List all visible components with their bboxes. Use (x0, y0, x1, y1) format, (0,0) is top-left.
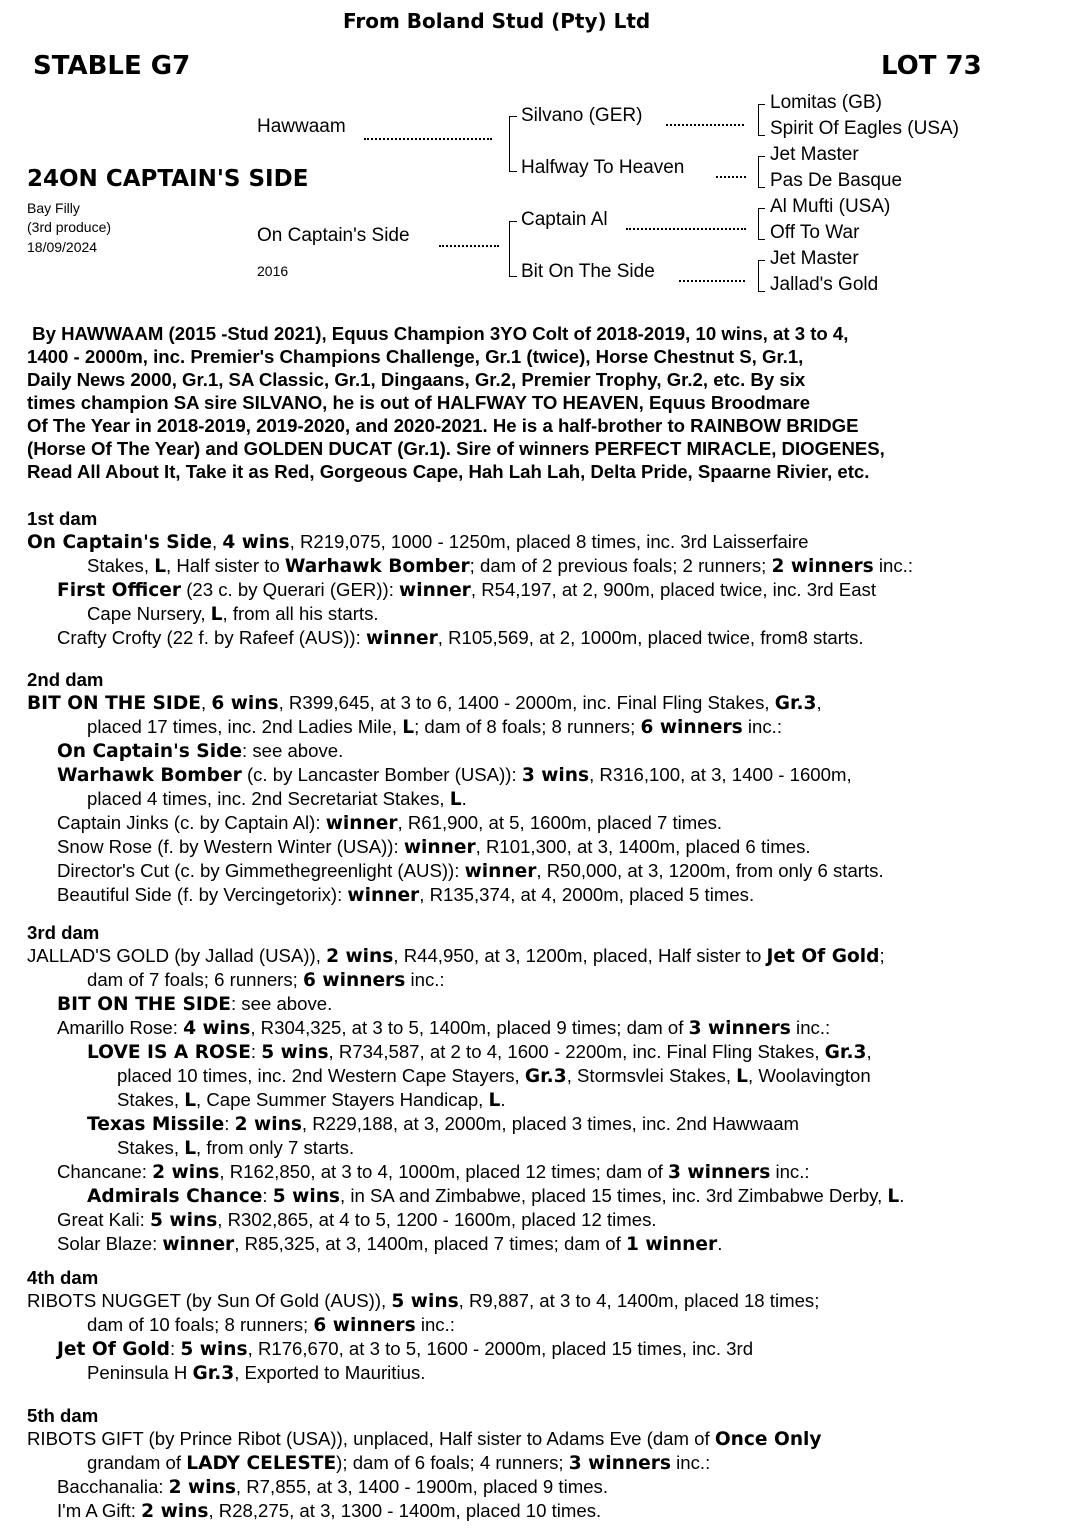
dotted-leader (439, 245, 499, 247)
text: Solar Blaze: (57, 1233, 163, 1254)
text: . (461, 788, 467, 809)
text: placed 4 times, inc. 2nd Secretariat Stakes, (87, 788, 450, 809)
bold-text: L (887, 1186, 900, 1207)
text: , R50,000, at 3, 1200m, from only 6 starts. (536, 860, 884, 881)
text: , R101,300, at 3, 1400m, placed 6 times. (475, 836, 811, 857)
text: (23 c. by Querari (GER)): (181, 579, 400, 600)
pedigree-sire-dam: Halfway To Heaven (521, 157, 685, 178)
horse-dob: 18/09/2024 (27, 239, 98, 255)
text: , (816, 692, 822, 713)
bracket (758, 260, 765, 292)
bold-text: Gr.3 (774, 693, 817, 714)
text: Great Kali: (57, 1209, 151, 1230)
pedigree-line (27, 1184, 1072, 1208)
pedigree-line (27, 1064, 1072, 1088)
pedigree-line (27, 1232, 1072, 1256)
text: inc.: (873, 555, 914, 576)
bold-text: 5 wins (272, 1186, 341, 1207)
text: I'm A Gift: (57, 1500, 142, 1521)
bold-text: winner (464, 861, 537, 882)
bold-text: 2 wins (141, 1501, 209, 1522)
sire-para-line: (Horse Of The Year) and GOLDEN DUCAT (Gr.1). Sire of winners PERFECT MIRACLE, DIOGENES, (27, 438, 885, 459)
pedigree-line (27, 1136, 1072, 1160)
bold-text: winner (403, 837, 476, 858)
pedigree-line (27, 968, 1072, 992)
bold-text: Warhawk Bomber (57, 765, 242, 786)
pedigree-ssd: Spirit Of Eagles (USA) (770, 118, 959, 139)
pedigree-line (27, 1313, 1072, 1337)
bold-text: 5 wins (261, 1042, 329, 1063)
text: , R135,374, at 4, 2000m, placed 5 times. (419, 884, 755, 905)
text: inc.: (405, 969, 445, 990)
section-heading: 4th dam (27, 1267, 99, 1288)
text: . (500, 1089, 506, 1110)
pedigree-line (27, 1361, 1072, 1385)
text: , R316,100, at 3, 1400 - 1600m, (589, 764, 852, 785)
pedigree-dss: Al Mufti (USA) (770, 196, 891, 217)
text: , R302,865, at 4 to 5, 1200 - 1600m, placed 12 times. (217, 1209, 657, 1230)
bold-text: Gr.3 (192, 1363, 235, 1384)
text: , R44,950, at 3, 1200m, placed, Half sister to (393, 945, 767, 966)
bold-text: 1 winner (625, 1234, 718, 1255)
dotted-leader (364, 138, 492, 140)
text: , R734,587, at 2 to 4, 1600 - 2200m, inc. Final Fling Stakes, (328, 1041, 825, 1062)
bold-text: 3 winners (688, 1018, 791, 1039)
pedigree-line (27, 626, 1072, 650)
bold-text: winner (347, 885, 420, 906)
text: RIBOTS NUGGET (by Sun Of Gold (AUS)), (27, 1290, 392, 1311)
bold-text: winner (399, 580, 471, 601)
section-1st-dam (27, 507, 1072, 650)
bold-text: 2 wins (168, 1477, 236, 1498)
bold-text: winner (325, 813, 398, 834)
pedigree-line (27, 554, 1072, 578)
bold-text: 2 winners (771, 556, 874, 577)
text: ; dam of 2 previous foals; 2 runners; (469, 555, 772, 576)
stable-label: STABLE G7 (33, 51, 191, 81)
bold-text: 2 wins (234, 1114, 302, 1135)
bold-text: L (402, 717, 415, 738)
section-heading: 3rd dam (27, 922, 100, 943)
bold-text: 5 wins (150, 1210, 218, 1231)
pedigree-line (27, 1208, 1072, 1232)
text: , R105,569, at 2, 1000m, placed twice, from8 starts. (437, 627, 864, 648)
bold-text: 3 winners (667, 1162, 771, 1183)
text: , R9,887, at 3 to 4, 1400m, placed 18 times; (458, 1290, 820, 1311)
dotted-leader (716, 176, 746, 178)
bold-text: 6 winners (640, 717, 743, 738)
bold-text: L (736, 1066, 749, 1087)
pedigree-line (27, 763, 1072, 787)
pedigree-line (27, 944, 1072, 968)
section-heading: 5th dam (27, 1405, 99, 1426)
pedigree-line (27, 691, 1072, 715)
bold-text: 6 winners (313, 1315, 416, 1336)
pedigree-line (27, 1499, 1072, 1523)
bold-text: L (449, 789, 462, 810)
dotted-leader (626, 228, 746, 230)
dotted-leader (679, 280, 745, 282)
bold-text: 6 wins (211, 693, 279, 714)
pedigree-line (27, 602, 1072, 626)
pedigree-dam-dam: Bit On The Side (521, 261, 655, 282)
pedigree-line (27, 859, 1072, 883)
text: , R176,670, at 3 to 5, 1600 - 2000m, placed 15 times, inc. 3rd (247, 1338, 754, 1359)
bold-text: winner (365, 628, 438, 649)
pedigree-line (27, 715, 1072, 739)
pedigree-line (27, 530, 1072, 554)
pedigree-line (27, 883, 1072, 907)
section-3rd-dam (27, 921, 1072, 1256)
text: , R61,900, at 5, 1600m, placed 7 times. (397, 812, 723, 833)
text: , R28,275, at 3, 1300 - 1400m, placed 10 times. (208, 1500, 602, 1521)
text: Captain Jinks (c. by Captain Al): (57, 812, 326, 833)
text: , R54,197, at 2, 900m, placed twice, inc. 3rd East (470, 579, 877, 600)
pedigree-dam-sire: Captain Al (521, 209, 608, 230)
sire-description (27, 322, 1067, 483)
text: JALLAD'S GOLD (by Jallad (USA)), (27, 945, 327, 966)
bold-text: 5 wins (180, 1339, 248, 1360)
pedigree-line (27, 1160, 1072, 1184)
sire-para-line: Of The Year in 2018-2019, 2019-2020, and 2020-2021. He is a half-brother to RAINBOW BRIDGE (27, 415, 859, 436)
bold-text: Gr.3 (524, 1066, 567, 1087)
sire-para-line: By HAWWAAM (2015 -Stud 2021), Equus Champion 3YO Colt of 2018-2019, 10 wins, at 3 to 4, (27, 323, 849, 344)
text: : see above. (230, 993, 333, 1014)
text: inc.: (790, 1017, 831, 1038)
pedigree-dam: On Captain's Side (257, 225, 410, 246)
section-4th-dam (27, 1266, 1072, 1385)
sire-para-line: Daily News 2000, Gr.1, SA Classic, Gr.1, Dingaans, Gr.2, Premier Trophy, Gr.2, etc. By six (27, 369, 806, 390)
text: , Exported to Mauritius. (234, 1362, 426, 1383)
pedigree-line (27, 787, 1072, 811)
bold-text: winner (162, 1234, 235, 1255)
text: Chancane: (57, 1161, 153, 1182)
text: , from all his starts. (222, 603, 379, 624)
bold-text: First Officer (57, 580, 182, 601)
pedigree-sdd: Pas De Basque (770, 170, 903, 191)
text: placed 10 times, inc. 2nd Western Cape Stayers, (117, 1065, 525, 1086)
section-5th-dam (27, 1404, 1072, 1523)
bold-text: L (154, 556, 167, 577)
bracket (509, 221, 517, 277)
pedigree-line (27, 739, 1072, 763)
text: grandam of (87, 1452, 187, 1473)
text: Stakes, (87, 555, 155, 576)
text: Snow Rose (f. by Western Winter (USA)): (57, 836, 404, 857)
text: Stakes, (117, 1089, 185, 1110)
pedigree-dds: Jet Master (770, 248, 859, 269)
text: , (866, 1041, 872, 1062)
text: Director's Cut (c. by Gimmethegreenlight (AUS)): (57, 860, 465, 881)
text: . (899, 1185, 905, 1206)
text: ; dam of 8 foals; 8 runners; (414, 716, 641, 737)
text: , R304,325, at 3 to 5, 1400m, placed 9 times; dam of (250, 1017, 689, 1038)
pedigree-dam-year: 2016 (257, 263, 289, 279)
text: : (262, 1185, 273, 1206)
pedigree-line (27, 1427, 1072, 1451)
bold-text: 3 wins (521, 765, 590, 786)
text: inc.: (415, 1314, 455, 1335)
pedigree-line (27, 1451, 1072, 1475)
bold-text: 4 wins (222, 532, 290, 553)
text: , R7,855, at 3, 1400 - 1900m, placed 9 times. (235, 1476, 609, 1497)
text: , from only 7 starts. (196, 1137, 355, 1158)
text: , R85,325, at 3, 1400m, placed 7 times; dam of (234, 1233, 626, 1254)
section-heading: 2nd dam (27, 669, 104, 690)
text: : (224, 1113, 235, 1134)
bold-text: Warhawk Bomber (284, 556, 470, 577)
bracket (758, 208, 765, 240)
vendor-line: From Boland Stud (Pty) Ltd (343, 9, 651, 33)
bold-text: Gr.3 (824, 1042, 867, 1063)
text: Crafty Crofty (22 f. by Rafeef (AUS)): (57, 627, 366, 648)
horse-sex: Bay Filly (27, 200, 80, 216)
lot-label: LOT 73 (881, 51, 982, 81)
pedigree-sire-sire: Silvano (GER) (521, 105, 643, 126)
bracket (758, 156, 765, 188)
section-2nd-dam (27, 668, 1072, 907)
bold-text: L (184, 1138, 197, 1159)
pedigree-ddd: Jallad's Gold (770, 274, 879, 295)
sire-para-line: times champion SA sire SILVANO, he is out of HALFWAY TO HEAVEN, Equus Broodmare (27, 392, 811, 413)
pedigree-sire: Hawwaam (257, 116, 346, 137)
text: dam of 10 foals; 8 runners; (87, 1314, 314, 1335)
text: , in SA and Zimbabwe, placed 15 times, inc. 3rd Zimbabwe Derby, (340, 1185, 888, 1206)
text: Stakes, (117, 1137, 185, 1158)
text: Amarillo Rose: (57, 1017, 184, 1038)
bold-text: L (488, 1090, 501, 1111)
bold-text: 5 wins (391, 1291, 459, 1312)
bold-text: L (184, 1090, 197, 1111)
bold-text: 3 winners (568, 1453, 671, 1474)
pedigree-sss: Lomitas (GB) (770, 92, 882, 113)
sire-para-line: 1400 - 2000m, inc. Premier's Champions Challenge, Gr.1 (twice), Horse Chestnut S, Gr.1, (27, 346, 804, 367)
bold-text: Texas Missile (87, 1114, 225, 1135)
horse-produce: (3rd produce) (27, 219, 112, 235)
pedigree-line (27, 811, 1072, 835)
text: inc.: (770, 1161, 810, 1182)
pedigree-line (27, 1088, 1072, 1112)
bracket (509, 116, 517, 172)
bold-text: BIT ON THE SIDE (57, 994, 231, 1015)
pedigree-line (27, 578, 1072, 602)
section-heading: 1st dam (27, 508, 98, 529)
text: , (200, 692, 212, 713)
text: , (211, 531, 223, 552)
text: , R229,188, at 3, 2000m, placed 3 times, inc. 2nd Hawwaam (301, 1113, 800, 1134)
text: dam of 7 foals; 6 runners; (87, 969, 304, 990)
bold-text: 2 wins (152, 1162, 220, 1183)
text: : (169, 1338, 181, 1359)
text: , Stormsvlei Stakes, (566, 1065, 737, 1086)
text: Bacchanalia: (57, 1476, 169, 1497)
text: , R399,645, at 3 to 6, 1400 - 2000m, inc. Final Fling Stakes, (278, 692, 775, 713)
bold-text: Jet Of Gold (766, 946, 880, 967)
pedigree-line (27, 1016, 1072, 1040)
text: , Woolavington (748, 1065, 871, 1086)
text: inc.: (671, 1452, 711, 1473)
pedigree-line (27, 1289, 1072, 1313)
sire-para-line: Read All About It, Take it as Red, Gorgeous Cape, Hah Lah Lah, Delta Pride, Spaarne Rivier, etc. (27, 461, 870, 482)
text: Peninsula H (87, 1362, 193, 1383)
text: , Half sister to (166, 555, 285, 576)
bold-text: Once Only (714, 1429, 822, 1450)
pedigree-line (27, 1112, 1072, 1136)
pedigree-sds: Jet Master (770, 144, 859, 165)
bold-text: 4 wins (183, 1018, 251, 1039)
bold-text: On Captain's Side (57, 741, 242, 762)
pedigree-dsd: Off To War (770, 222, 860, 243)
bold-text: On Captain's Side (27, 532, 212, 553)
dotted-leader (666, 124, 744, 126)
pedigree-line (27, 1040, 1072, 1064)
bold-text: Admirals Chance (87, 1186, 263, 1207)
text: . (717, 1233, 723, 1254)
text: (c. by Lancaster Bomber (USA)): (241, 764, 522, 785)
bold-text: L (210, 604, 223, 625)
text: placed 17 times, inc. 2nd Ladies Mile, (87, 716, 403, 737)
text: inc.: (742, 716, 783, 737)
text: ); dam of 6 foals; 4 runners; (336, 1452, 569, 1473)
text: : see above. (241, 740, 344, 761)
text: RIBOTS GIFT (by Prince Ribot (USA)), unplaced, Half sister to Adams Eve (dam of (27, 1428, 715, 1449)
bold-text: BIT ON THE SIDE (27, 693, 201, 714)
horse-name: 24ON CAPTAIN'S SIDE (27, 166, 309, 192)
text: , R162,850, at 3 to 4, 1000m, placed 12 times; dam of (219, 1161, 668, 1182)
bold-text: 2 wins (326, 946, 394, 967)
bold-text: 6 winners (303, 970, 406, 991)
text: Beautiful Side (f. by Vercingetorix): (57, 884, 348, 905)
text: Cape Nursery, (87, 603, 211, 624)
pedigree-line (27, 1475, 1072, 1499)
text: ; (879, 945, 885, 966)
pedigree-line (27, 835, 1072, 859)
bracket (758, 104, 765, 136)
bold-text: LADY CELESTE (186, 1453, 337, 1474)
pedigree-line (27, 1337, 1072, 1361)
text: , Cape Summer Stayers Handicap, (196, 1089, 489, 1110)
text: : (250, 1041, 262, 1062)
bold-text: LOVE IS A ROSE (87, 1042, 251, 1063)
pedigree-line (27, 992, 1072, 1016)
bold-text: Jet Of Gold (57, 1339, 170, 1360)
text: , R219,075, 1000 - 1250m, placed 8 times, inc. 3rd Laisserfaire (289, 531, 809, 552)
